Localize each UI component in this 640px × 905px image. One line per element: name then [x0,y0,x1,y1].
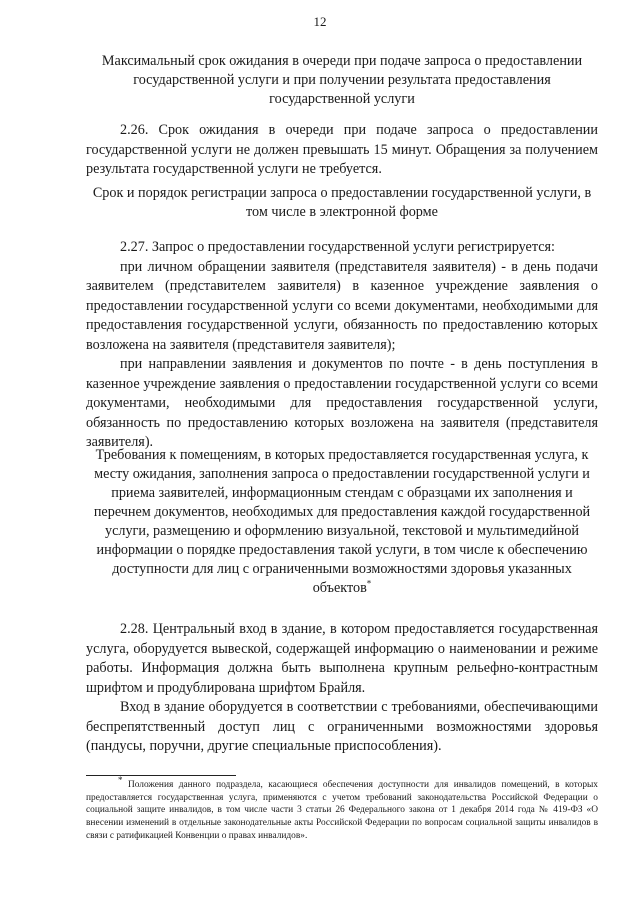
page-number: 12 [313,14,327,29]
paragraph-2-27-personal: при личном обращении заявителя (представителя заявителя) - в день подачи заявителем (представителем заявителя) в казенное учреждение заявления о предоставлении государственной услуги со всеми документами, необходимыми для предоставления государственной услуги, обязанность по предоставлению которых возложена на заявителя (представителя заявителя); [86,258,598,353]
section-heading-waiting-time: Максимальный срок ожидания в очереди при подаче запроса о предоставлении государственной услуги и при получении результата предоставления государственной услуги [101,53,583,107]
section-heading-registration: Срок и порядок регистрации запроса о предоставлении государственной услуги, в том числе в электронной форме [92,185,592,220]
section-2-27 [86,238,598,453]
footnote-divider [86,775,236,776]
section-heading-premises [86,446,598,598]
paragraph-2-27-mail: при направлении заявления и документов по почте - в день поступления в казенное учреждение заявления о предоставлении государственной услуги со всеми документами, необходимыми для предоставления государственной услуги, обязанность по предоставлению которых возложена на заявителя (представителя заявителя). [86,356,598,450]
paragraph-2-28: 2.28. Центральный вход в здание, в котором предоставляется государственная услуга, оборудуется вывеской, содержащей информацию о наименовании и режиме работы. Информация должна быть выполнена крупным рельефно-контрастным шрифтом и продублирована шрифтом Брайля. [86,621,598,696]
footnote [86,774,598,843]
section-2-26 [86,121,598,180]
paragraph-2-28-entrance: Вход в здание оборудуется в соответствии с требованиями, обеспечивающими беспрепятственный доступ лиц с ограниченными возможностями здоровья (пандусы, поручни, другие специальные приспособления). [86,699,598,754]
section-2-28 [86,620,598,757]
paragraph-2-27: 2.27. Запрос о предоставлении государственной услуги регистрируется: [120,239,555,255]
footnote-text: Положения данного подраздела, касающиеся обеспечения доступности для инвалидов помещений, в которых предоставляется государственная услуга, применяются с учетом требований законодательства Российской Федерации о социальной защите инвалидов, в том числе части 3 статьи 26 Федерального закона от 1 декабря 2014 года № 419-ФЗ «О внесении изменений в отдельные законодательные акты Российской Федерации по вопросам социальной защиты инвалидов в связи с ратификацией Конвенции о правах инвалидов». [86,780,598,841]
paragraph-2-26: 2.26. Срок ожидания в очереди при подаче запроса о предоставлении государственной услуги не должен превышать 15 минут. Обращения за получением результата государственной услуги не требуется. [86,122,598,177]
footnote-reference: * [366,578,372,589]
premises-heading-text: Требования к помещениям, в которых предоставляется государственная услуга, к месту ожидания, заполнения запроса о предоставлении государственной услуги и приема заявителей, информационным стендам с образцами их заполнения и перечнем документов, необходимых для предоставления каждой государственной услуги, размещению и оформлению визуальной, текстовой и мультимедийной информации о порядке предоставления такой услуги, в том числе к обеспечению доступности для лиц с ограниченными возможностями здоровья указанных объектов [93,447,591,596]
footnote-marker: * [118,774,123,785]
